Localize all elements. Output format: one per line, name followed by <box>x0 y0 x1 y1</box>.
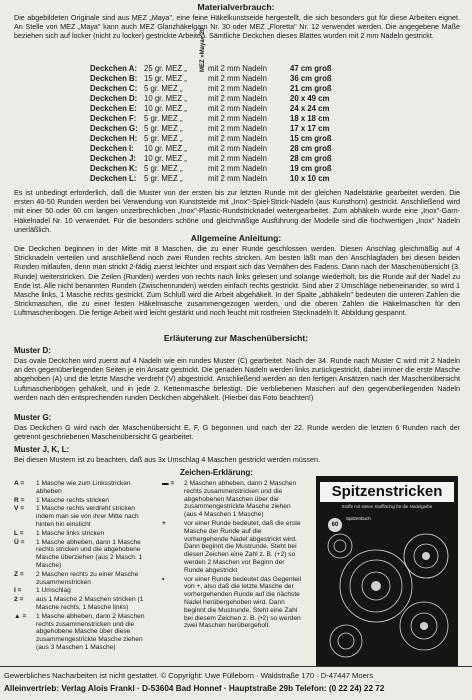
deckchen-name: Deckchen G: <box>90 124 138 133</box>
legend-entry <box>14 596 154 612</box>
cover-book-label: Spitzenbuch <box>346 516 371 521</box>
needle-value: mit 2 mm Nadeln <box>208 174 267 183</box>
grams-value: 10 gr. MEZ „ <box>144 94 187 103</box>
legend-entry <box>14 571 154 587</box>
needle-value: mit 2 mm Nadeln <box>208 94 267 103</box>
legend-symbol: I = <box>14 587 22 595</box>
legend-entry <box>162 520 304 575</box>
legend-symbol: R = <box>14 496 25 504</box>
size-value: 47 cm groß <box>290 64 332 73</box>
legend-symbol: ▲ = <box>14 612 27 620</box>
legend-text: 1 Masche abheben, dann 1 Masche rechts stricken und die abgehobene Masche überziehen (aus 2 Masch. 1 Masche) <box>36 538 143 569</box>
material-row <box>88 164 334 174</box>
legend-text: vor einer Runde bedeutet das Gegenteil von +, also daß die letzte Masche der vorhergehenden Runde auf die nächste Nadel herübergehoben wird. Dann beginnt die Mustrunde. Steht eine Zahl bei diesem Zeichen z. B. (•2) so werden zwei Maschen herübergeholt. <box>184 575 301 630</box>
grams-value: 10 gr. MEZ „ <box>144 154 187 163</box>
grams-value: 5 gr. MEZ „ <box>144 84 183 93</box>
legend-entry <box>14 587 154 595</box>
legend-entry <box>14 613 154 652</box>
legend-entry <box>14 505 154 528</box>
grams-value: 25 gr. MEZ „ <box>144 64 187 73</box>
needle-value: mit 2 mm Nadeln <box>208 154 267 163</box>
deckchen-name: Deckchen C: <box>90 84 138 93</box>
deckchen-name: Deckchen D: <box>90 94 138 103</box>
material-row <box>88 144 334 154</box>
muster-d-text: Das ovale Deckchen wird zuerst auf 4 Nadeln wie ein rundes Muster (C) gearbeitet. Nach der 34. Runde nach Muster C wird mit 2 Nadeln an den gegenüberliegenden Seiten je ein Ansatz gestrickt. Die genaden Nadeln werden links zurückgestrickt, dabei immer die erste Masche abgehoben (A) und die letzte Masche verdreht (V) abgestrickt. Anschließend werden an den fertigen Ansätzen nach der Maschenübersicht Luftmaschenbögen gehäkelt, und in jede 2. Kettenmasche befestigt. Die verbliebenen Maschen auf den gegenüberliegenden Nadeln werden nach den entsprechenden runden Deckchen abgehäkelt. (Hierbei das Foto beachten!) <box>14 356 460 402</box>
legend-symbol: L = <box>14 529 24 537</box>
legend-entry <box>14 539 154 570</box>
needle-value: mit 2 mm Nadeln <box>208 164 267 173</box>
grams-value: 5 gr. MEZ „ <box>144 164 183 173</box>
grams-value: 5 gr. MEZ „ <box>144 114 183 123</box>
size-value: 10 x 10 cm <box>290 174 330 183</box>
needle-value: mit 2 mm Nadeln <box>208 134 267 143</box>
legend-text: 1 Umschlag <box>36 587 71 595</box>
vertical-label: MEZ »Maya« 20 <box>200 27 206 72</box>
grams-value: 15 gr. MEZ „ <box>144 74 187 83</box>
material-table <box>88 64 334 184</box>
muster-jkl-text: Bei diesen Mustern ist zu beachten, daß aus 3x Umschlag 4 Maschen gestrickt werden müssen. <box>14 455 321 464</box>
grams-value: 5 gr. MEZ „ <box>144 174 183 183</box>
needle-value: mit 2 mm Nadeln <box>208 114 267 123</box>
material-row <box>88 174 334 184</box>
legend-symbol: A = <box>14 480 25 487</box>
cover-badge: 60 <box>328 518 342 532</box>
deckchen-name: Deckchen F: <box>90 114 137 123</box>
deckchen-name: Deckchen E: <box>90 104 137 113</box>
legend-entry <box>162 576 304 631</box>
size-value: 18 x 18 cm <box>290 114 330 123</box>
material-row <box>88 104 334 114</box>
deckchen-name: Deckchen K: <box>90 164 138 173</box>
grams-value: 10 gr. MEZ „ <box>144 144 187 153</box>
legend-symbol: V = <box>14 505 25 513</box>
legend-left-column <box>14 480 154 653</box>
grams-value: 5 gr. MEZ „ <box>144 134 183 143</box>
material-row <box>88 134 334 144</box>
legend-text: 1 Masche abheben, dann 2 Maschen rechts zusammenstricken und die abgehobene Masche über diese zusammengestrickte Masche ziehen (aus 3 Maschen 1 Masche) <box>36 612 145 651</box>
muster-g-title: Muster G: <box>14 413 52 422</box>
legend-symbol: Z = <box>14 570 24 578</box>
cover-title: Spitzenstricken <box>320 482 454 502</box>
material-row <box>88 64 334 74</box>
needle-value: mit 2 mm Nadeln <box>208 64 267 73</box>
legend-symbol: Ü = <box>14 538 25 546</box>
needle-value: mit 2 mm Nadeln <box>208 144 267 153</box>
lace-doily-illustration <box>316 476 458 666</box>
footer-copyright: Gewerbliches Nacharbeiten ist nicht gestattet. © Copyright: Uwe Fülleborn · Waldstraße 170 · D-47447 Moers <box>4 671 374 680</box>
size-value: 17 x 17 cm <box>290 124 330 133</box>
material-title: Materialverbrauch: <box>197 2 275 12</box>
deckchen-name: Deckchen L: <box>90 174 137 183</box>
legend-text: aus 1 Masche 2 Maschen stricken (1 Masche rechts, 1 Masche links) <box>36 596 144 611</box>
deckchen-name: Deckchen H: <box>90 134 138 143</box>
legend-text: 1 Masche rechts verdreht stricken indem man sie von ihrer Mitte nach hinten hin einsticht <box>36 505 139 528</box>
footer-distribution: Alleinvertrieb: Verlag Alois Frankl · D-53604 Bad Honnef · Hauptstraße 29b Telefon: (0 22 24) 22 72 <box>4 684 385 693</box>
deckchen-name: Deckchen A: <box>90 64 137 73</box>
muster-g-text: Das Deckchen G wird nach der Maschenübersicht E, F, G begonnen und nach der 22. Runde werden die letzten 6 Runden nach der getrennt geschriebenen Maschenübersicht G gearbeitet. <box>14 423 460 442</box>
size-value: 24 x 24 cm <box>290 104 330 113</box>
grams-value: 5 gr. MEZ „ <box>144 124 183 133</box>
legend-text: 2 Maschen abheben, dann 2 Maschen rechts zusammenstricken und die abgehobenen Maschen über die zusammengestrickte Masche ziehen (aus 4 Maschen 1 Masche) <box>184 480 297 519</box>
size-value: 21 cm groß <box>290 84 332 93</box>
size-value: 20 x 49 cm <box>290 94 330 103</box>
legend-text: 1 Masche links stricken <box>36 529 105 537</box>
material-intro: Die abgebildeten Originale sind aus MEZ „Maya", eine feine Häkelkunstseide hergestellt, die sich besonders gut für diese Arbeiten eignet. An Stelle von MEZ „Maya" kann auch MEZ Glanzhäkelgarn Nr. 30 oder MEZ „Floretta" Nr. 12 verwendet werden. Die angegebene Maße beziehen sich auf locker (nicht zu locker) gestrickte Arbeiten. Sämtliche Deckchen dieses Blattes wurden mit 2 mm Nadeln gestrickt. <box>14 13 460 41</box>
legend-entry <box>14 530 154 538</box>
material-row <box>88 154 334 164</box>
legend-entry <box>14 497 154 505</box>
material-row <box>88 124 334 134</box>
material-row <box>88 114 334 124</box>
needle-value: mit 2 mm Nadeln <box>208 104 267 113</box>
grams-value: 10 gr. MEZ „ <box>144 104 187 113</box>
material-row <box>88 84 334 94</box>
legend-entry <box>14 480 154 496</box>
size-value: 28 cm groß <box>290 144 332 153</box>
needle-value: mit 2 mm Nadeln <box>208 84 267 93</box>
size-value: 36 cm groß <box>290 74 332 83</box>
size-value: 15 cm groß <box>290 134 332 143</box>
legend-symbol: ▬ = <box>162 480 175 487</box>
footer-divider <box>0 666 472 667</box>
legend-entry <box>162 480 304 519</box>
material-row <box>88 74 334 84</box>
legend-right-column <box>162 480 304 631</box>
size-value: 28 cm groß <box>290 154 332 163</box>
deckchen-name: Deckchen B: <box>90 74 138 83</box>
general-title: Allgemeine Anleitung: <box>190 233 282 243</box>
legend-text: 2 Maschen rechts zu einer Masche zusammenstricken <box>36 570 139 586</box>
size-value: 19 cm groß <box>290 164 332 173</box>
legend-symbol: 2 = <box>14 596 24 604</box>
muster-jkl-title: Muster J, K, L: <box>14 445 70 454</box>
book-cover-image <box>316 476 458 666</box>
legend-symbol: + <box>162 519 166 527</box>
explanation-title: Erläuterung zur Maschenübersicht: <box>163 333 309 343</box>
legend-text: 1 Masche wie zum Linksstricken abheben <box>36 480 131 495</box>
general-text: Die Deckchen beginnen in der Mitte mit 8 Maschen, die zu einer Runde geschlossen werden. Diesen Anschlag gleichmäßig auf 4 Stricknadeln verteilen und anschließend noch zwei Runden rechts stricken. Am besten läßt man den Anschlagfaden bei diesen beiden Runden mitlaufen, denn man strickt 2-fädig zuerst leichter und erspart sich das Vernähen des Fadens. Dann nach der Maschenübersicht (3. Runde) weiterstricken. Die Zeilen (Runden) werden von rechts nach links gelesen und solange wiederholt, bis die Runde auf der Nadel zu Ende ist. Alle nicht benannten Runden (Zwischenrunden) werden einfach rechts gestrickt. Sind aber 2 Umschläge nebeneinander, so wird 1 Masche links, 1 Masche rechts gestrickt. Zum Schluß wird die Arbeit abgehäkelt. In der Spalte „abhäkeln" bedeuten die unteren Zahlen die Strickmaschen, die zu einer festen Häkelmasche zusammengezogen werden, und die oberen Zahlen die Häkelmaschen für den Luftmaschenbogen. Die fertige Arbeit wird leicht gestärkt und noch feucht mit rostfreien Stecknadeln lt. Abbildung gespannt. <box>14 244 460 318</box>
material-row <box>88 94 334 104</box>
muster-d-title: Muster D: <box>14 346 51 355</box>
needle-value: mit 2 mm Nadeln <box>208 74 267 83</box>
needle-value: mit 2 mm Nadeln <box>208 124 267 133</box>
legend-text: vor einer Runde bedeutet, daß die erste Masche der Runde auf die vorhergehende Nadel abgestrickt wird. Dann beginnt die Mustrunde. Steht bei diesen Zeichen eine Zahl z. B. (+2) so werden 2 Maschen vor Beginn der Runde abgestrickt <box>184 519 301 574</box>
needle-note: Es ist unbedingt erforderlich, daß die Muster von der ersten bis zur letzten Runde mit der gleichen Nadelstärke gearbeitet werden. Die ersten 40-50 Runden werden bei Verwendung von Kunststeide mit „Inox"-Spiel-Strick-Nadeln (aus Kunsthorn) gestrickt. Anschließend wird mit einer 50 oder 60 cm langen unzerbrechlichen „Inox"-Plastic-Rundstricknadel weitergearbeitet. Zum abhäkeln wurde eine „Inox"-Garn-Häkelnadel Nr. 10 verwendet. Für die besonders schöne und gleichmäßige Ausführung der Modelle sind die hochwertigen „Inox" Nadeln unerläßlich. <box>14 188 460 234</box>
legend-symbol: • <box>162 575 165 583</box>
legend-title: Zeichen-Erklärung: <box>180 468 253 477</box>
deckchen-name: Deckchen J: <box>90 154 136 163</box>
cover-subtitle: Stoffe mit steten Stufflächig für die Nadelgarbe <box>341 504 433 509</box>
legend-text: 1 Masche rechts stricken <box>36 496 109 504</box>
deckchen-name: Deckchen I: <box>90 144 134 153</box>
